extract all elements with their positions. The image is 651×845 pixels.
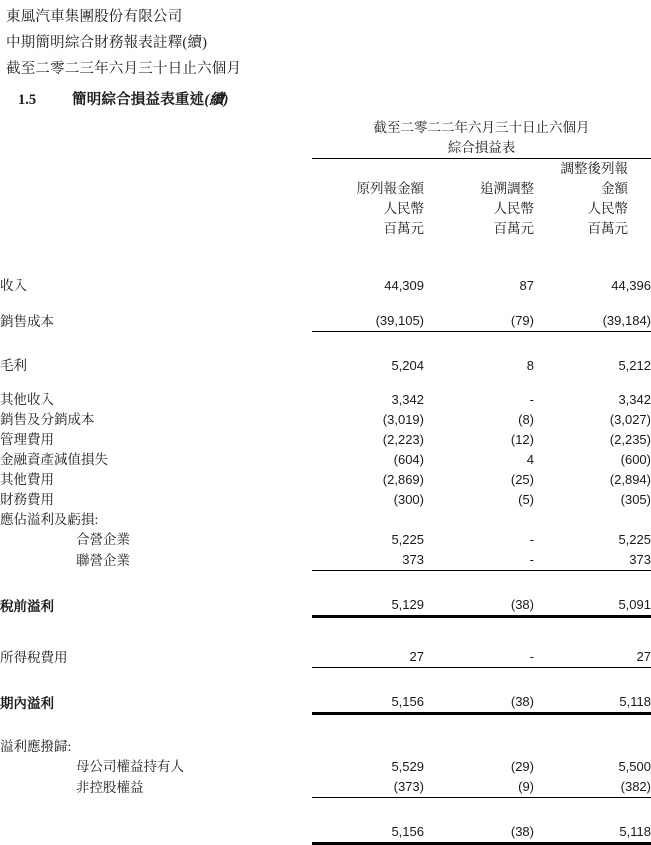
row-value-original: (2,869) [382, 472, 424, 487]
document-subtitle: 中期簡明綜合財務報表註釋(續) [6, 35, 208, 51]
spacer-row [0, 668, 651, 678]
row-value-original: 373 [312, 550, 424, 571]
table-total-row [0, 807, 651, 844]
row-value-adjustment: (38) [424, 580, 534, 617]
column-2-unit: 百萬元 [493, 221, 534, 236]
row-value-adjustment: 8 [526, 358, 534, 373]
table-header-unit-row [0, 219, 651, 239]
table-row [0, 390, 651, 410]
table-header-statement-row [0, 138, 651, 159]
row-value-restated: 5,118 [534, 677, 651, 714]
row-label: 金融資產減值損失 [0, 452, 108, 467]
row-label: 毛利 [0, 358, 27, 373]
row-label: 管理費用 [0, 432, 54, 447]
row-value-original: (3,019) [382, 412, 424, 427]
row-value-restated: 5,500 [618, 759, 651, 774]
row-label: 銷售成本 [0, 313, 54, 329]
row-label: 銷售及分銷成本 [0, 412, 95, 427]
table-row [0, 341, 651, 376]
column-2-name: 追溯調整 [480, 181, 534, 196]
table-row [0, 632, 651, 668]
table-row [0, 430, 651, 450]
header-spacer [0, 118, 312, 138]
row-value-restated [534, 737, 651, 757]
row-value-original: 44,309 [384, 278, 424, 293]
row-value-original: (2,223) [382, 432, 424, 447]
header-spacer [0, 138, 312, 159]
section-number: 1.5 [18, 92, 37, 108]
row-label: 合營企業 [76, 532, 130, 547]
table-total-row [0, 677, 651, 714]
row-value-adjustment: (5) [518, 492, 534, 507]
table-row [0, 550, 651, 571]
table-row [0, 296, 651, 332]
row-value-adjustment: 4 [526, 452, 534, 467]
row-value-restated: (2,235) [609, 432, 651, 447]
row-value-restated: (39,184) [534, 296, 651, 332]
spacer-row [0, 798, 651, 808]
row-value-adjustment: (9) [424, 777, 534, 798]
row-value-adjustment: (29) [510, 759, 534, 774]
spacer-row [0, 239, 651, 261]
row-label: 溢利應撥歸: [0, 739, 72, 754]
document-header [6, 4, 426, 82]
row-value-original: (604) [393, 452, 424, 467]
header-spacer [0, 179, 312, 199]
row-value-original: 5,204 [391, 358, 424, 373]
row-label: 母公司權益持有人 [76, 759, 184, 774]
company-name: 東風汽車集團股份有限公司 [6, 9, 183, 25]
restated-income-statement-table [0, 118, 651, 845]
row-value-restated: (600) [620, 452, 651, 467]
row-label: 聯營企業 [76, 552, 130, 568]
table-row [0, 530, 651, 550]
row-label: 稅前溢利 [0, 598, 54, 614]
row-value-restated: (382) [534, 777, 651, 798]
row-value-restated: 5,091 [534, 580, 651, 617]
row-value-adjustment: 87 [519, 278, 534, 293]
spacer-row [0, 376, 651, 390]
spacer-row [0, 571, 651, 581]
section-title-text: 簡明綜合損益表重述 [72, 92, 205, 108]
column-3-name-line1: 調整後列報 [560, 161, 628, 176]
row-value-restated: (305) [620, 492, 651, 507]
row-label: 收入 [0, 278, 27, 293]
table-row [0, 470, 651, 490]
row-value-adjustment: (8) [518, 412, 534, 427]
table-row [0, 410, 651, 430]
column-1-currency: 人民幣 [383, 201, 424, 216]
table-header-currency-row [0, 199, 651, 219]
header-spacer [0, 199, 312, 219]
header-spacer [0, 159, 312, 180]
column-1-unit: 百萬元 [383, 221, 424, 236]
column-3-currency: 人民幣 [587, 201, 628, 216]
header-spacer [0, 219, 312, 239]
row-label: 其他收入 [0, 392, 54, 407]
row-value-restated: (3,027) [609, 412, 651, 427]
row-value-restated: 5,212 [618, 358, 651, 373]
row-value-adjustment: (38) [424, 807, 534, 844]
reporting-period: 截至二零二三年六月三十日止六個月 [6, 61, 242, 77]
section-heading [18, 88, 228, 109]
row-value-restated: 5,225 [618, 532, 651, 547]
column-1-name: 原列報金額 [356, 181, 424, 196]
table-row [0, 261, 651, 296]
row-value-original: (39,105) [312, 296, 424, 332]
row-value-original: 3,342 [391, 392, 424, 407]
row-value-adjustment: (38) [424, 677, 534, 714]
row-value-restated [534, 510, 651, 530]
row-label: 非控股權益 [76, 779, 144, 795]
row-value-adjustment [424, 510, 534, 530]
row-value-restated: 44,396 [611, 278, 651, 293]
row-value-adjustment: - [424, 632, 534, 668]
row-value-restated: 3,342 [618, 392, 651, 407]
table-group-label-row [0, 737, 651, 757]
header-statement-line: 綜合損益表 [312, 138, 651, 159]
header-spacer-c1 [312, 159, 424, 180]
row-value-restated: 373 [534, 550, 651, 571]
table-total-row [0, 580, 651, 617]
table-header-names-row [0, 179, 651, 199]
row-value-restated: (2,894) [609, 472, 651, 487]
row-value-original: 5,225 [391, 532, 424, 547]
table-row [0, 450, 651, 470]
row-label: 財務費用 [0, 492, 54, 507]
row-value-original: 5,129 [312, 580, 424, 617]
header-spacer-c2 [424, 159, 534, 180]
row-value-adjustment: - [529, 532, 534, 547]
row-label [0, 807, 312, 844]
table-row [0, 757, 651, 777]
row-value-original: 5,529 [391, 759, 424, 774]
row-value-original [312, 737, 424, 757]
row-value-adjustment [424, 737, 534, 757]
row-value-original: 27 [312, 632, 424, 668]
header-period-line: 截至二零二二年六月三十日止六個月 [373, 120, 590, 135]
spacer-row [0, 617, 651, 633]
row-label: 其他費用 [0, 472, 54, 487]
row-value-original: (300) [393, 492, 424, 507]
spacer-row [0, 332, 651, 342]
row-value-adjustment: - [529, 392, 534, 407]
row-value-restated: 5,118 [534, 807, 651, 844]
row-value-original: (373) [312, 777, 424, 798]
row-value-adjustment: (25) [510, 472, 534, 487]
row-value-original: 5,156 [312, 807, 424, 844]
row-label: 期內溢利 [0, 695, 54, 711]
table-header-col3-line1-row [0, 159, 651, 180]
row-value-adjustment: - [424, 550, 534, 571]
column-3-name-line2: 金額 [601, 181, 628, 196]
row-value-original: 5,156 [312, 677, 424, 714]
table-row [0, 777, 651, 798]
row-value-original [312, 510, 424, 530]
spacer-row [0, 714, 651, 738]
column-3-unit: 百萬元 [587, 221, 628, 236]
table-group-label-row [0, 510, 651, 530]
column-2-currency: 人民幣 [493, 201, 534, 216]
table-header-period-row [0, 118, 651, 138]
table-row [0, 490, 651, 510]
row-label: 應佔溢利及虧損: [0, 512, 99, 527]
section-continued-marker: (續) [204, 92, 229, 108]
row-value-restated: 27 [534, 632, 651, 668]
row-value-adjustment: (12) [510, 432, 534, 447]
row-value-adjustment: (79) [424, 296, 534, 332]
row-label: 所得稅費用 [0, 649, 68, 665]
